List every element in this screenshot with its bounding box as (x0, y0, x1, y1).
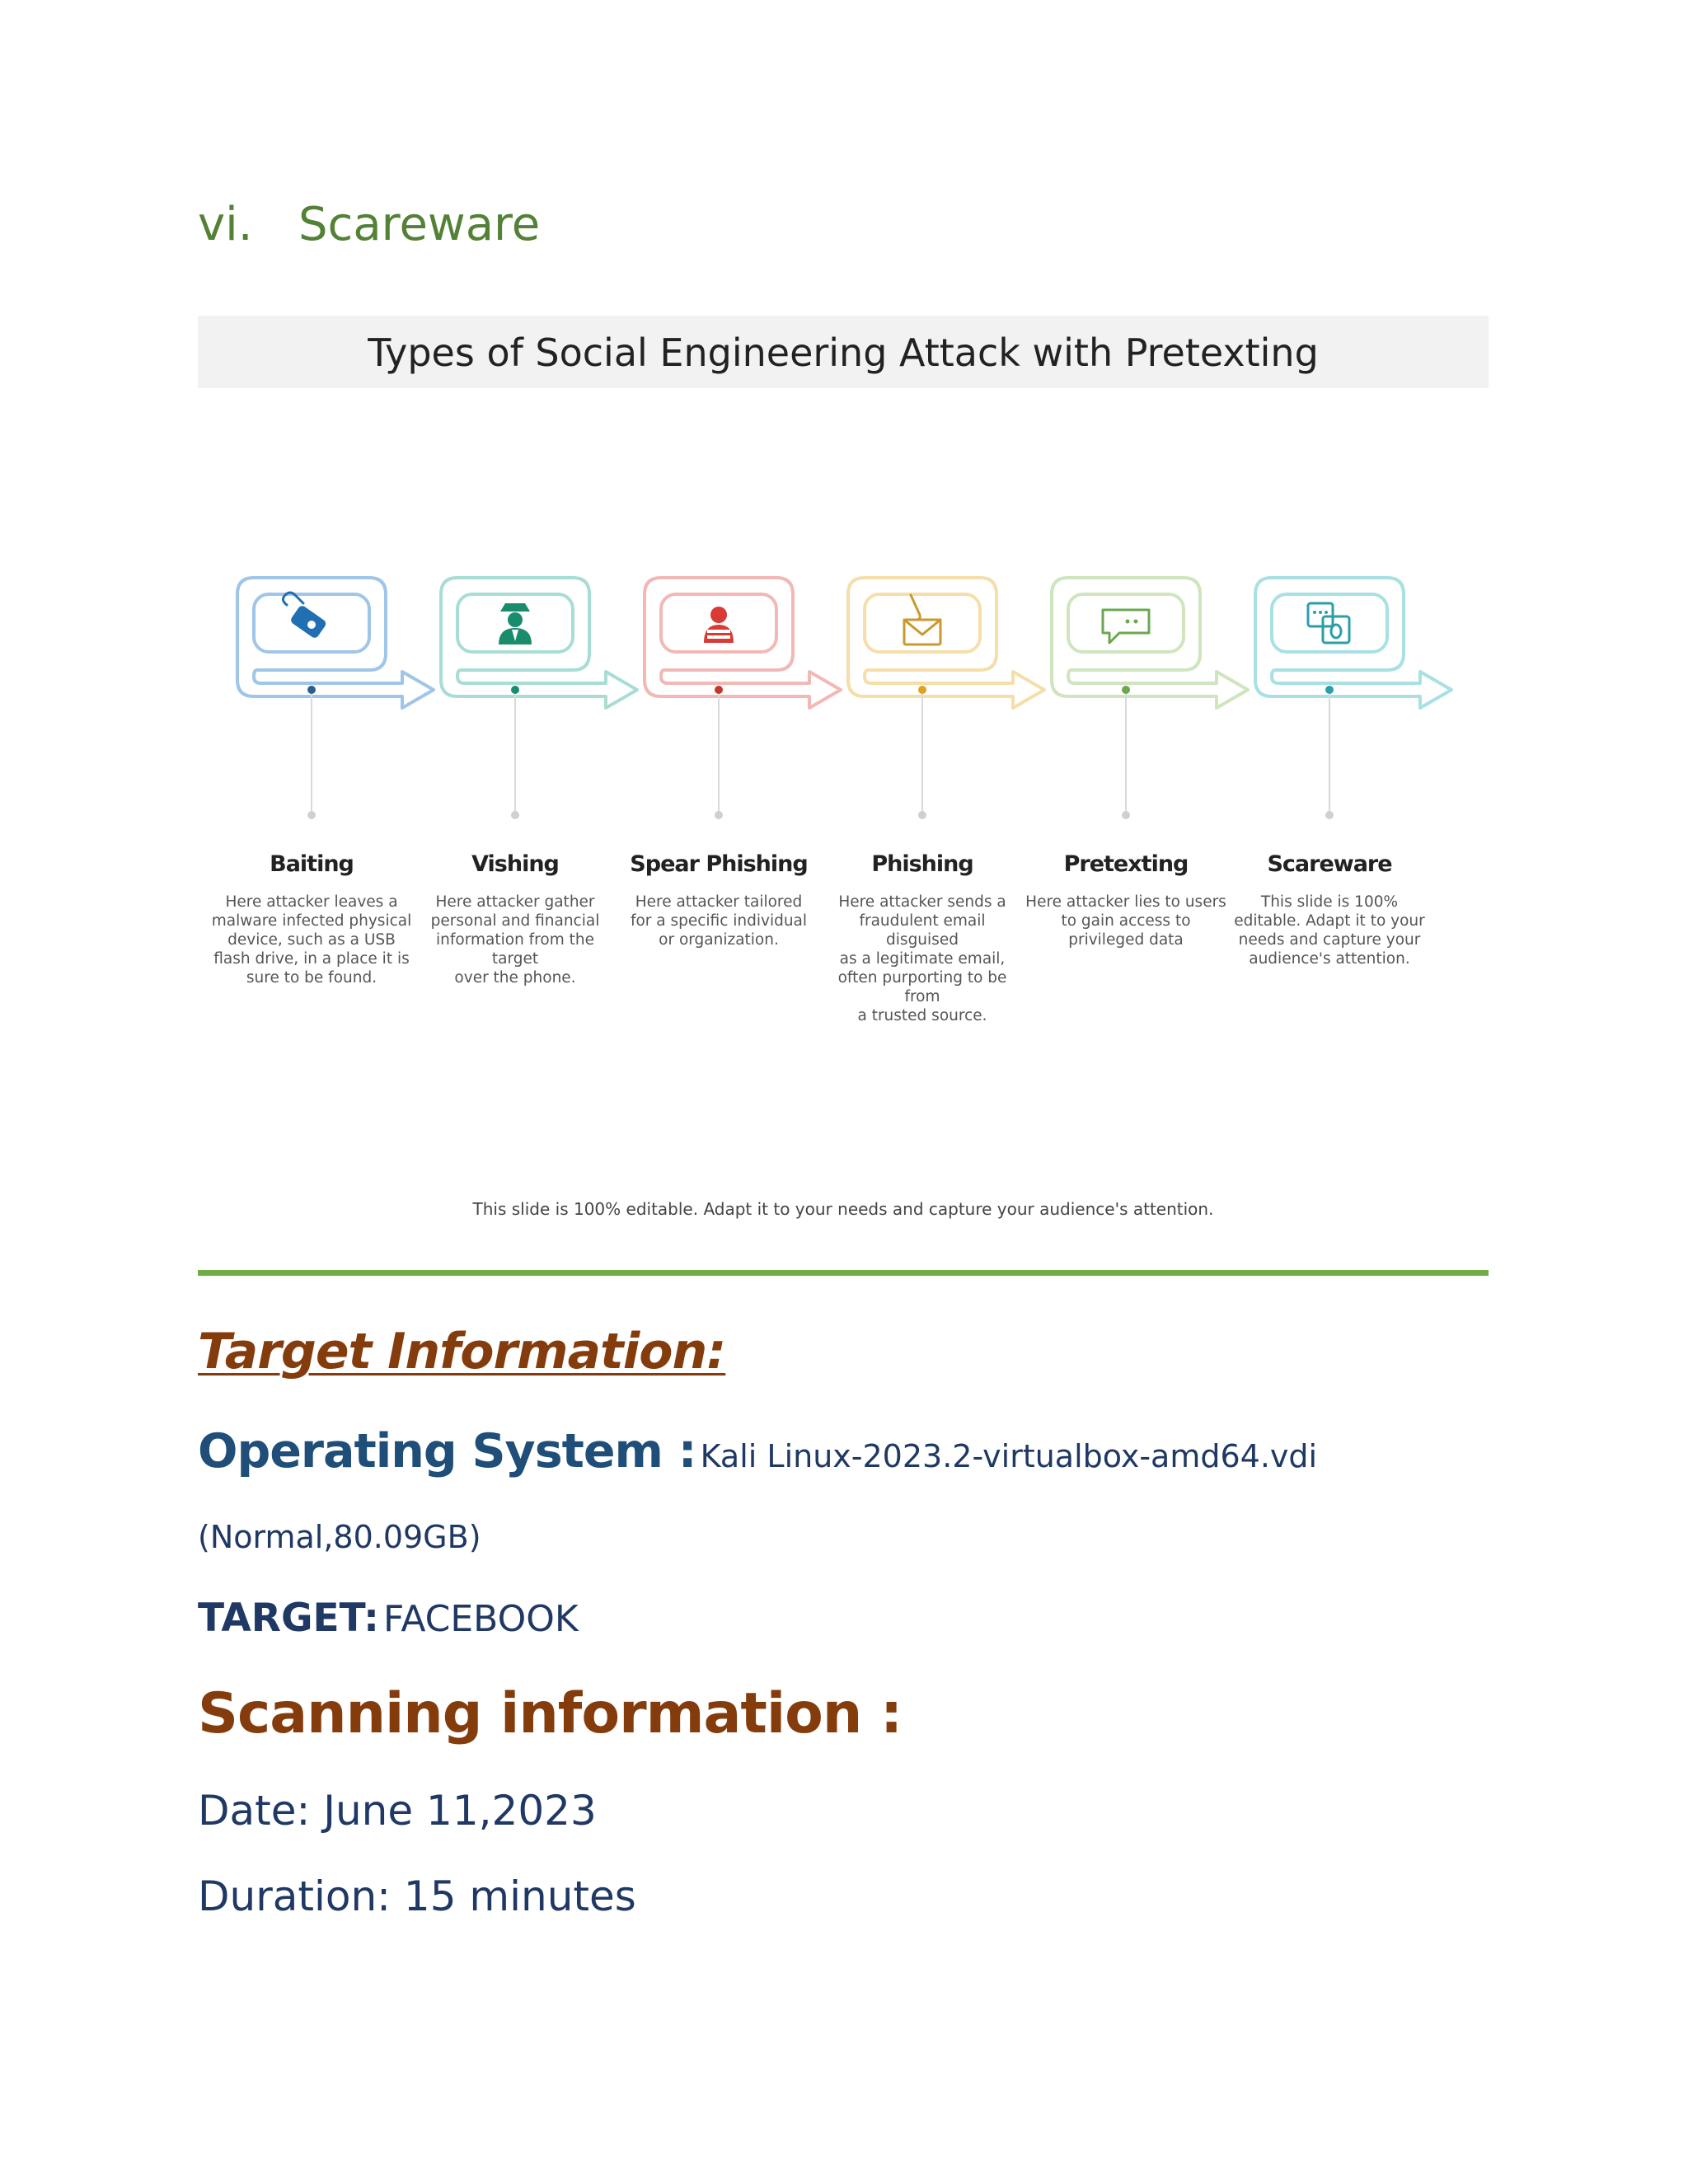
step-title: Pretexting (1063, 851, 1189, 877)
step-description-line: needs and capture your (1238, 931, 1421, 949)
step-description-line: audience's attention. (1249, 950, 1410, 968)
step-description (210, 893, 413, 987)
section-heading (198, 198, 540, 251)
step-title: Phishing (871, 851, 973, 877)
step-graphic-scareware (1255, 578, 1451, 819)
step-description (821, 893, 1024, 1025)
horizontal-divider (198, 1270, 1489, 1276)
step-description-line: often purporting to be from (837, 969, 1007, 1005)
infographic-graphics (198, 316, 1489, 1230)
target-label: TARGET: (198, 1596, 379, 1641)
operating-system-line (198, 1424, 1317, 1479)
step-description-line: Here attacker gather (435, 893, 595, 911)
step-description-line: to gain access to (1061, 912, 1191, 930)
step-description-line: editable. Adapt it to your (1234, 912, 1425, 930)
step-description-line: Here attacker tailored (635, 893, 803, 911)
section-title: Scareware (298, 198, 541, 251)
step-description-line: over the phone. (454, 969, 576, 987)
step-graphic-pretexting (1052, 578, 1248, 819)
step-description-line: information from the target (436, 931, 594, 968)
step-title: Baiting (270, 851, 354, 877)
step-description (617, 893, 820, 949)
step-description-line: Here attacker leaves a (225, 893, 398, 911)
scanning-information-heading: Scanning information : (198, 1681, 903, 1746)
step-description-line: Here attacker sends a (838, 893, 1006, 911)
step-description-line: a trusted source. (857, 1007, 987, 1024)
target-information-heading: Target Information: (198, 1323, 726, 1380)
step-description-line: personal and financial (430, 912, 600, 930)
step-title: Scareware (1267, 851, 1392, 877)
step-title: Vishing (471, 851, 559, 877)
step-description-line: privileged data (1068, 931, 1184, 949)
step-description-line: This slide is 100% (1260, 893, 1399, 911)
operating-system-value-continued: (Normal,80.09GB) (198, 1519, 481, 1555)
step-description-line: for a specific individual (630, 912, 808, 930)
operating-system-value: Kali Linux-2023.2-virtualbox-amd64.vdi (700, 1438, 1318, 1474)
step-description-line: Here attacker lies to users (1025, 893, 1226, 911)
step-description-line: as a legitimate email, (839, 950, 1006, 968)
step-graphic-spear-phishing (645, 578, 841, 819)
section-number: vi. (198, 198, 253, 251)
step-description-line: or organization. (659, 931, 779, 949)
target-line (198, 1596, 579, 1641)
scan-date: Date: June 11,2023 (198, 1787, 597, 1835)
step-graphic-baiting (237, 578, 434, 819)
figure-footer: This slide is 100% editable. Adapt it to your needs and capture your audience's attention. (472, 1199, 1214, 1219)
figure-title: Types of Social Engineering Attack with Pretexting (368, 330, 1319, 375)
step-description-line: fraudulent email disguised (859, 912, 986, 949)
step-description-line: malware infected physical (211, 912, 412, 930)
social-engineering-infographic (198, 316, 1489, 1230)
step-graphic-vishing (441, 578, 637, 819)
step-description-line: flash drive, in a place it is (213, 950, 410, 968)
operating-system-label: Operating System : (198, 1424, 696, 1479)
step-description (414, 893, 617, 987)
step-description-line: sure to be found. (246, 969, 377, 987)
scan-duration: Duration: 15 minutes (198, 1872, 636, 1920)
step-graphic-phishing (848, 578, 1044, 819)
step-description (1228, 893, 1431, 968)
step-description (1025, 893, 1227, 949)
step-title: Spear Phishing (630, 851, 808, 877)
step-description-line: device, such as a USB (227, 931, 396, 949)
target-value: FACEBOOK (383, 1598, 579, 1640)
